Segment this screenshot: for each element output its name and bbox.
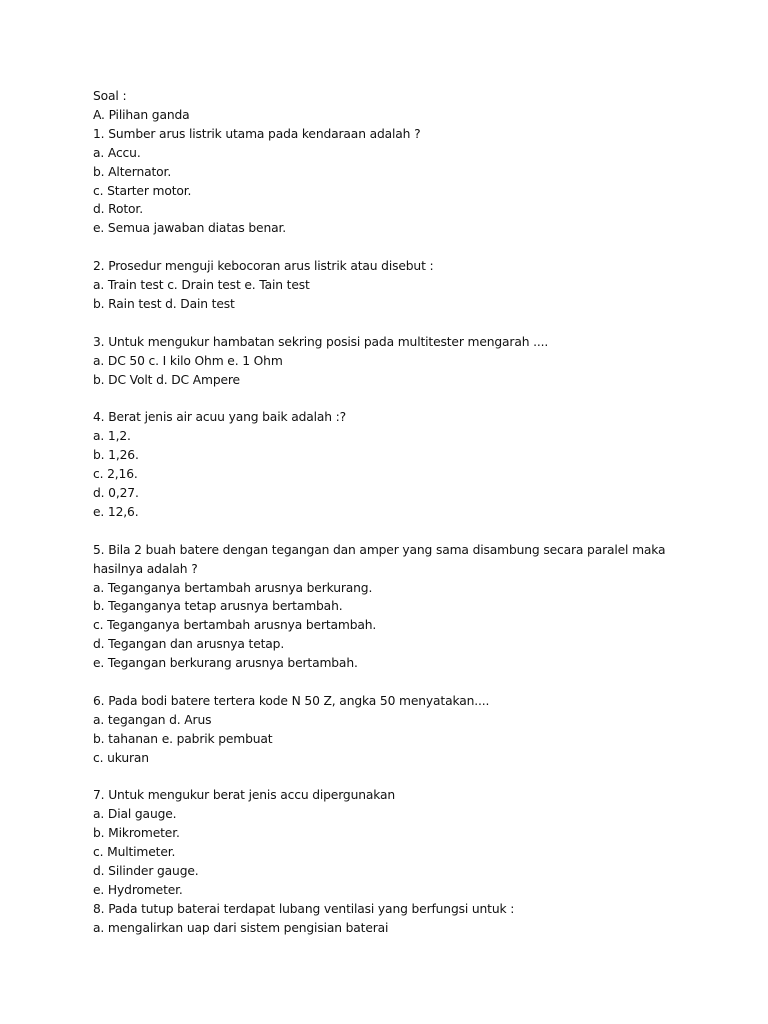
answer-option: c. Multimeter.: [93, 845, 176, 860]
blank-line: [93, 389, 693, 408]
answer-option: b. Teganganya tetap arusnya bertambah.: [93, 599, 343, 614]
answer-option: c. ukuran: [93, 750, 149, 765]
answer-option: a. DC 50 c. I kilo Ohm e. 1 Ohm: [93, 353, 283, 368]
question-block: [93, 541, 693, 673]
answer-option: b. Alternator.: [93, 164, 172, 179]
answer-option: e. Tegangan berkurang arusnya bertambah.: [93, 656, 358, 671]
question-block: [93, 333, 693, 390]
question-block: [93, 408, 693, 521]
blank-line: [93, 768, 693, 787]
answer-option: b. 1,26.: [93, 448, 139, 463]
answer-option: a. Dial gauge.: [93, 807, 177, 822]
blank-line: [93, 314, 693, 333]
question-text: 8. Pada tutup baterai terdapat lubang ventilasi yang berfungsi untuk :: [93, 901, 515, 916]
answer-option: a. mengalirkan uap dari sistem pengisian baterai: [93, 920, 389, 935]
sheet-heading: Soal :: [93, 89, 127, 103]
blank-line: [93, 673, 693, 692]
answer-option: e. Hydrometer.: [93, 882, 183, 897]
answer-option: e. 12,6.: [93, 504, 139, 519]
answer-option: b. Mikrometer.: [93, 826, 180, 841]
answer-option: c. Starter motor.: [93, 183, 192, 198]
answer-option: b. DC Volt d. DC Ampere: [93, 372, 240, 387]
answer-option: b. Rain test d. Dain test: [93, 296, 235, 311]
question-block: [93, 692, 693, 768]
answer-option: c. 2,16.: [93, 467, 138, 482]
question-sheet: [93, 87, 693, 938]
answer-option: b. tahanan e. pabrik pembuat: [93, 731, 273, 746]
question-text: 1. Sumber arus listrik utama pada kendaraan adalah ?: [93, 126, 421, 141]
section-title: A. Pilihan ganda: [93, 107, 190, 122]
question-block: [93, 125, 693, 238]
answer-option: d. Rotor.: [93, 202, 143, 217]
answer-option: d. 0,27.: [93, 485, 139, 500]
answer-option: a. 1,2.: [93, 429, 131, 444]
answer-option: a. Accu.: [93, 145, 141, 160]
answer-option: a. Teganganya bertambah arusnya berkurang.: [93, 580, 373, 595]
question-block: [93, 257, 693, 314]
blank-line: [93, 238, 693, 257]
answer-option: a. Train test c. Drain test e. Tain test: [93, 278, 310, 293]
answer-option: c. Teganganya bertambah arusnya bertambah.: [93, 618, 377, 633]
answer-option: e. Semua jawaban diatas benar.: [93, 221, 287, 236]
question-text: 5. Bila 2 buah batere dengan tegangan dan amper yang sama disambung secara paralel maka: [93, 542, 666, 557]
question-text: 7. Untuk mengukur berat jenis accu dipergunakan: [93, 788, 396, 803]
question-text: 4. Berat jenis air acuu yang baik adalah :?: [93, 410, 347, 425]
question-text: 6. Pada bodi batere tertera kode N 50 Z, angka 50 menyatakan....: [93, 693, 490, 708]
answer-option: d. Tegangan dan arusnya tetap.: [93, 637, 285, 652]
question-text: 3. Untuk mengukur hambatan sekring posisi pada multitester mengarah ....: [93, 334, 549, 349]
answer-option: a. tegangan d. Arus: [93, 712, 212, 727]
blank-line: [93, 522, 693, 541]
question-block: [93, 786, 693, 937]
question-text-continued: hasilnya adalah ?: [93, 561, 198, 576]
question-text: 2. Prosedur menguji kebocoran arus listrik atau disebut :: [93, 259, 434, 274]
answer-option: d. Silinder gauge.: [93, 864, 199, 879]
